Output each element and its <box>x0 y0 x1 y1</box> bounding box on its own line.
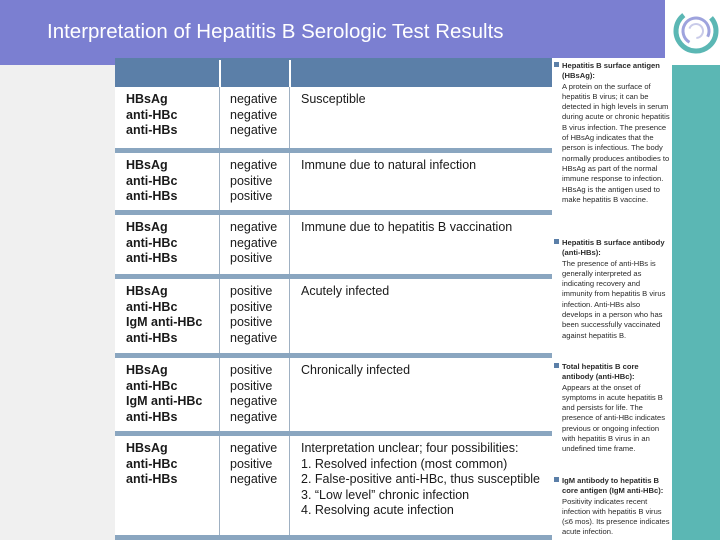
test-name: HBsAg <box>126 158 168 172</box>
column-divider <box>219 436 220 540</box>
result-group <box>115 153 552 215</box>
column-divider <box>219 358 220 436</box>
definition-anti-hbc <box>562 362 672 455</box>
test-result: positive <box>230 251 273 266</box>
interpretation-text: Interpretation unclear; four possibilities: <box>301 441 519 455</box>
definition-term: Hepatitis B surface antigen (HBsAg): <box>562 61 660 81</box>
column-divider <box>289 153 290 215</box>
test-result: positive <box>230 378 273 393</box>
table-header-bar <box>115 58 552 87</box>
slide-header <box>0 0 665 65</box>
result-group <box>115 215 552 279</box>
definitions-sidebar <box>552 58 672 540</box>
test-result: negative <box>230 330 278 345</box>
test-result: positive <box>230 456 273 471</box>
definition-text: Appears at the onset of symptoms in acute hepatitis B and persists for life. The presence of anti-HBc indicates previous or ongoing infection with hepatitis B virus in an undefined time frame. <box>562 382 665 454</box>
column-divider <box>289 87 290 153</box>
test-name: anti-HBs <box>126 189 178 204</box>
test-result: negative <box>230 92 278 106</box>
interpretation-text: 1. Resolved infection (most common) <box>301 456 508 471</box>
test-result: negative <box>230 107 278 122</box>
definition-hbsag <box>562 61 672 205</box>
test-result: positive <box>230 299 273 314</box>
interpretation-text: 4. Resolving acute infection <box>301 503 454 518</box>
column-divider <box>219 215 220 279</box>
column-divider <box>289 358 290 436</box>
column-divider <box>219 87 220 153</box>
test-name: anti-HBs <box>126 472 178 487</box>
test-result: negative <box>230 235 278 250</box>
serology-table <box>115 58 552 540</box>
definition-igm-anti-hbc <box>562 476 672 538</box>
test-name: HBsAg <box>126 284 168 298</box>
square-bullet-icon <box>554 363 559 368</box>
column-divider <box>289 215 290 279</box>
test-result: negative <box>230 441 278 455</box>
test-name: IgM anti-HBc <box>126 394 203 409</box>
square-bullet-icon <box>554 477 559 482</box>
test-name: HBsAg <box>126 220 168 234</box>
concentric-circles-logo-icon <box>665 0 720 65</box>
square-bullet-icon <box>554 239 559 244</box>
column-divider <box>219 279 220 358</box>
test-result: positive <box>230 189 273 204</box>
header-divider <box>219 60 221 87</box>
header-divider <box>289 60 291 87</box>
test-name: anti-HBs <box>126 330 178 345</box>
test-name: anti-HBc <box>126 299 178 314</box>
definition-term: Total hepatitis B core antibody (anti-HBc): <box>562 362 639 382</box>
result-group <box>115 279 552 358</box>
test-result: negative <box>230 472 278 487</box>
definition-text: Positivity indicates recent infection with hepatitis B virus (≤6 mos). Its presence indicates acute infection. <box>562 496 670 537</box>
test-name: IgM anti-HBc <box>126 315 203 330</box>
square-bullet-icon <box>554 62 559 67</box>
definition-anti-hbs <box>562 238 672 341</box>
result-group <box>115 436 552 540</box>
column-divider <box>289 436 290 540</box>
test-name: anti-HBs <box>126 409 178 424</box>
test-name: anti-HBc <box>126 378 178 393</box>
test-name: anti-HBc <box>126 107 178 122</box>
interpretation-text: Chronically infected <box>301 363 411 377</box>
definition-text: A protein on the surface of hepatitis B virus; it can be detected in high levels in serum during acute or chronic hepatitis B virus infection. The presence of HBsAg indicates that the person is infectious. The body normally produces antibodies to HBsAg as part of the normal immune response to infection. HBsAg is the antigen used to make hepatitis B vaccine. <box>562 81 670 204</box>
test-name: anti-HBc <box>126 173 178 188</box>
test-result: positive <box>230 173 273 188</box>
logo-area <box>665 0 720 65</box>
test-result: negative <box>230 409 278 424</box>
interpretation-text: Susceptible <box>301 92 366 106</box>
accent-band <box>672 65 720 540</box>
definition-term: Hepatitis B surface antibody (anti-HBs): <box>562 238 665 258</box>
test-name: anti-HBs <box>126 123 178 138</box>
column-divider <box>289 279 290 358</box>
interpretation-text: 3. “Low level” chronic infection <box>301 487 470 502</box>
result-group <box>115 87 552 153</box>
test-name: anti-HBs <box>126 251 178 266</box>
interpretation-text: Immune due to natural infection <box>301 158 477 172</box>
test-result: negative <box>230 158 278 172</box>
definition-text: The presence of anti-HBs is generally interpreted as indicating recovery and immunity from hepatitis B virus infection. Anti-HBs also develops in a person who has been successfully vaccinated against hepatitis B. <box>562 258 666 340</box>
slide-title: Interpretation of Hepatitis B Serologic Test Results <box>47 20 504 43</box>
test-name: anti-HBc <box>126 456 178 471</box>
interpretation-text: Immune due to hepatitis B vaccination <box>301 220 513 234</box>
test-result: positive <box>230 363 273 377</box>
test-result: negative <box>230 220 278 234</box>
test-result: negative <box>230 123 278 138</box>
row-separator <box>115 535 552 540</box>
test-name: HBsAg <box>126 363 168 377</box>
background-panel <box>0 65 115 540</box>
test-name: HBsAg <box>126 441 168 455</box>
test-result: positive <box>230 284 273 298</box>
test-name: HBsAg <box>126 92 168 106</box>
definition-term: IgM antibody to hepatitis B core antigen (IgM anti-HBc): <box>562 476 664 496</box>
column-divider <box>219 153 220 215</box>
interpretation-text: Acutely infected <box>301 284 390 298</box>
test-result: positive <box>230 315 273 330</box>
test-name: anti-HBc <box>126 235 178 250</box>
test-result: negative <box>230 394 278 409</box>
interpretation-text: 2. False-positive anti-HBc, thus susceptible <box>301 472 540 487</box>
result-group <box>115 358 552 436</box>
